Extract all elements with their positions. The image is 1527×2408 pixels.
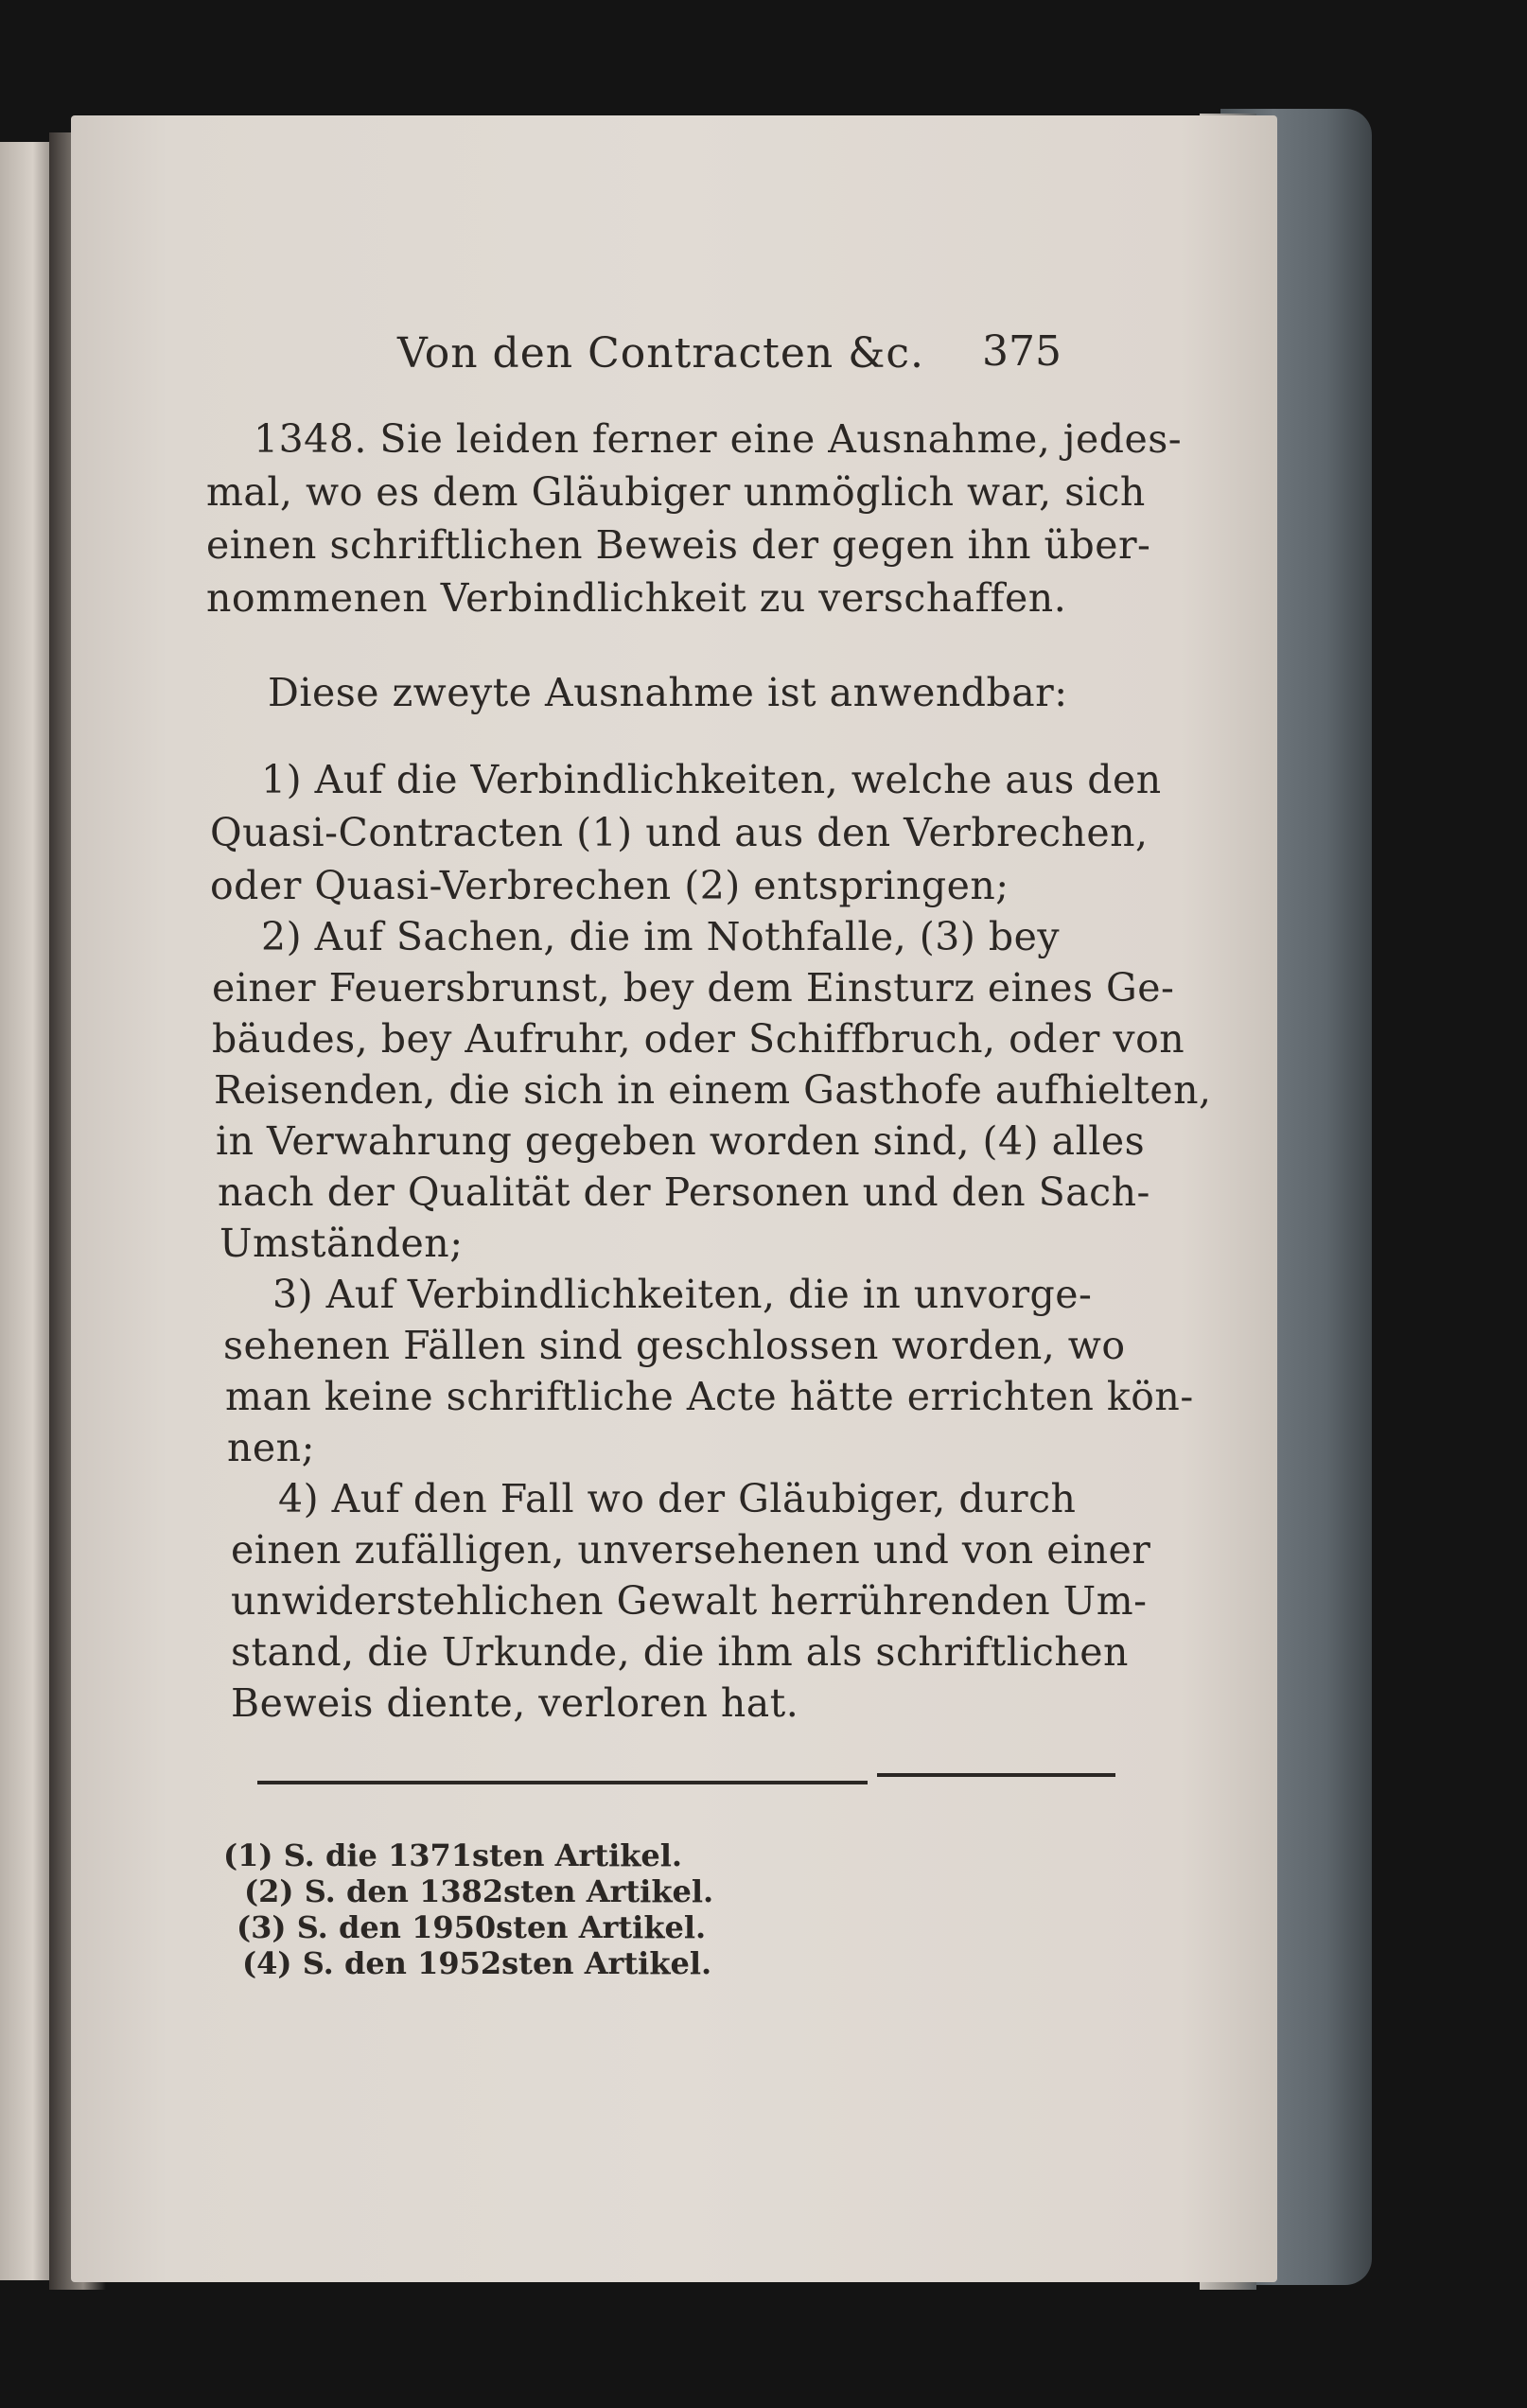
- footnote-rule: [257, 1781, 868, 1784]
- body-line: sehenen Fällen sind geschlossen worden, wo: [223, 1323, 1126, 1368]
- footnote: (3) S. den 1950sten Artikel.: [237, 1909, 707, 1945]
- body-line: Umständen;: [219, 1221, 464, 1266]
- body-line: einer Feuersbrunst, bey dem Einsturz eines Ge-: [212, 965, 1175, 1011]
- body-line: Quasi-Contracten (1) und aus den Verbrechen,: [210, 810, 1149, 855]
- body-line: mal, wo es dem Gläubiger unmöglich war, sich: [206, 469, 1146, 515]
- footnote: (2) S. den 1382sten Artikel.: [244, 1873, 714, 1909]
- body-line: oder Quasi-Verbrechen (2) entspringen;: [210, 863, 1009, 908]
- left-page: [0, 142, 55, 2280]
- page-number: 375: [982, 327, 1062, 376]
- body-line: bäudes, bey Aufruhr, oder Schiffbruch, oder von: [212, 1016, 1185, 1062]
- body-line: 3) Auf Verbindlichkeiten, die in unvorge-: [272, 1272, 1093, 1317]
- body-line: nach der Qualität der Personen und den Sach-: [218, 1169, 1150, 1215]
- running-head: Von den Contracten &c.: [397, 329, 925, 378]
- body-line: in Verwahrung gegeben worden sind, (4) alles: [216, 1118, 1146, 1164]
- body-line: einen zufälligen, unversehenen und von einer: [231, 1527, 1151, 1573]
- body-line: 1) Auf die Verbindlichkeiten, welche aus den: [261, 757, 1162, 802]
- body-line: 2) Auf Sachen, die im Nothfalle, (3) bey: [261, 914, 1061, 959]
- body-line: stand, die Urkunde, die ihm als schriftlichen: [231, 1629, 1129, 1675]
- body-line: nommenen Verbindlichkeit zu verschaffen.: [206, 575, 1067, 621]
- body-line: unwiderstehlichen Gewalt herrührenden Um-: [231, 1578, 1148, 1624]
- body-line: nen;: [227, 1425, 315, 1470]
- body-line: 4) Auf den Fall wo der Gläubiger, durch: [278, 1476, 1077, 1521]
- body-line: Beweis diente, verloren hat.: [231, 1680, 799, 1726]
- footnote-rule: [877, 1773, 1115, 1777]
- body-line: 1348. Sie leiden ferner eine Ausnahme, jedes-: [254, 416, 1183, 462]
- body-line: man keine schriftliche Acte hätte errichten kön-: [225, 1374, 1194, 1419]
- body-line: Diese zweyte Ausnahme ist anwendbar:: [268, 670, 1068, 715]
- footnote: (1) S. die 1371sten Artikel.: [223, 1837, 683, 1873]
- body-line: Reisenden, die sich in einem Gasthofe aufhielten,: [214, 1067, 1212, 1113]
- footnote: (4) S. den 1952sten Artikel.: [242, 1945, 712, 1981]
- body-line: einen schriftlichen Beweis der gegen ihn über-: [206, 522, 1151, 568]
